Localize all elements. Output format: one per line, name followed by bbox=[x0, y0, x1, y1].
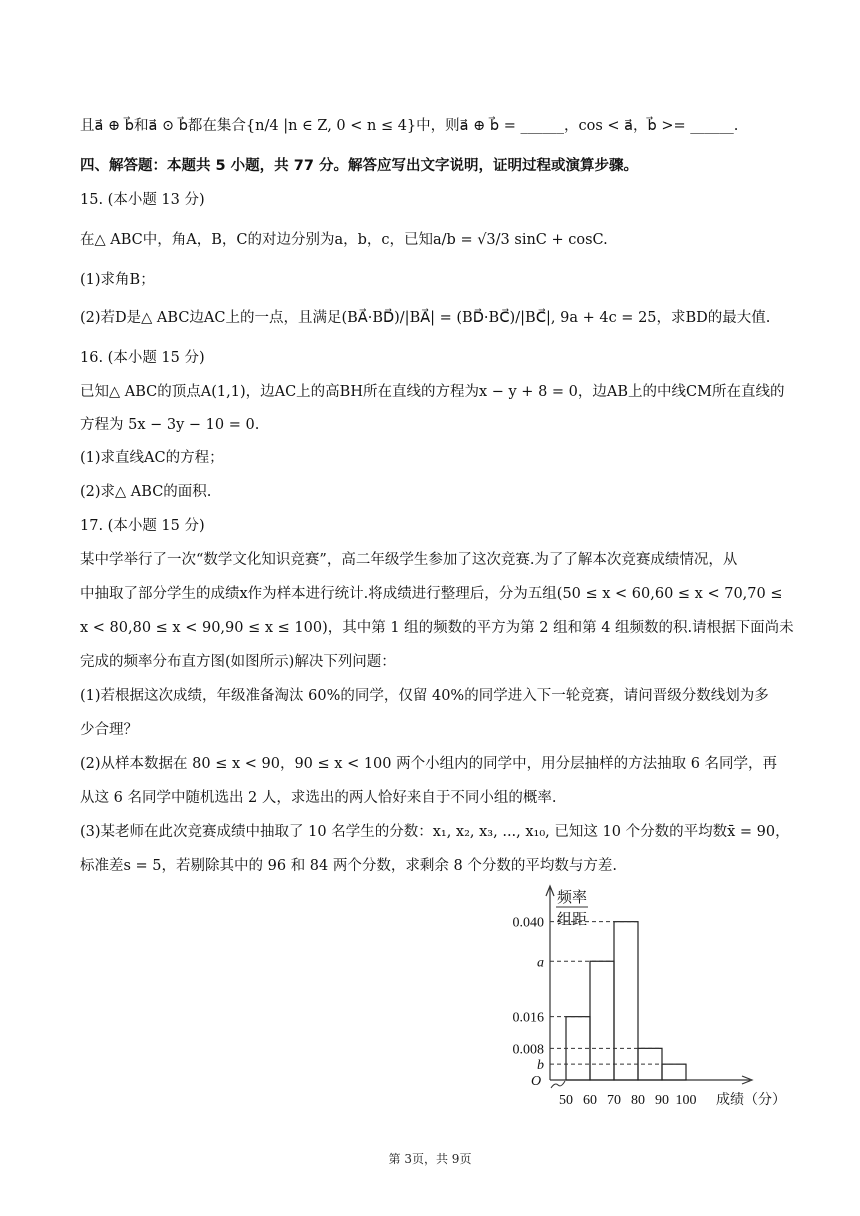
section-heading: 四、解答题：本题共 5 小题，共 77 分。解答应写出文字说明，证明过程或演算步骤。 bbox=[80, 158, 638, 174]
y-tick-label: 0.008 bbox=[512, 1042, 544, 1058]
axis-break bbox=[551, 1081, 565, 1088]
q16-part1: (1)求直线AC的方程； bbox=[80, 450, 224, 466]
q16-stem-1: 已知△ ABC的顶点A(1,1)，边AC上的高BH所在直线的方程为x − y + 8 = 0，边AB上的中线CM所在直线的 bbox=[80, 384, 785, 400]
q17-stem-4: 完成的频率分布直方图(如图所示)解决下列问题： bbox=[80, 654, 396, 670]
q17-part2-b: 从这 6 名同学中随机选出 2 人，求选出的两人恰好来自于不同小组的概率. bbox=[80, 790, 557, 806]
origin-label: O bbox=[530, 1074, 542, 1089]
q17-part3-a: (3)某老师在此次竞赛成绩中抽取了 10 名学生的分数：x₁, x₂, x₃, ..., x₁₀, 已知这 10 个分数的平均数x̄ = 90， bbox=[80, 824, 790, 840]
q15-stem: 在△ ABC中，角A，B，C的对边分别为a，b，c，已知a/b = √3/3 sinC + cosC. bbox=[80, 232, 608, 248]
q15-part2: (2)若D是△ ABC边AC上的一点，且满足(BA⃗·BD⃗)/|BA⃗| = (BD⃗·BC⃗)/|BC⃗|, 9a + 4c = 25，求BD的最大值. bbox=[80, 310, 771, 326]
histogram-bar bbox=[590, 961, 614, 1080]
page-footer: 第 3页，共 9页 bbox=[388, 1152, 472, 1166]
x-tick-label: 90 bbox=[655, 1093, 669, 1108]
q17-part3-b: 标准差s = 5，若剔除其中的 96 和 84 两个分数，求剩余 8 个分数的平均数与方差. bbox=[80, 858, 617, 874]
histogram-bar bbox=[614, 922, 638, 1080]
q17-part1-b: 少合理？ bbox=[80, 722, 138, 738]
y-tick-label: 0.040 bbox=[512, 915, 544, 931]
q17-stem-3: x < 80,80 ≤ x < 90,90 ≤ x ≤ 100)，其中第 1 组的频数的平方为第 2 组和第 4 组频数的积.请根据下面尚未 bbox=[80, 620, 794, 636]
y-tick-label: 0.016 bbox=[512, 1010, 544, 1026]
q16-part2: (2)求△ ABC的面积. bbox=[80, 484, 212, 500]
q17-header: 17. (本小题 15 分) bbox=[80, 518, 205, 534]
y-label-bottom: 组距 bbox=[556, 912, 588, 928]
x-tick-label: 80 bbox=[631, 1093, 645, 1108]
question-14-tail: 且a⃗ ⊕ b⃗和a⃗ ⊙ b⃗都在集合{n/4 |n ∈ Z, 0 < n ≤ 4}中，则a⃗ ⊕ b⃗ = ______，cos < a⃗，b⃗ >= ______. bbox=[80, 118, 739, 134]
q15-part1: (1)求角B； bbox=[80, 272, 155, 288]
x-tick-label: 50 bbox=[559, 1093, 573, 1108]
q17-part1-a: (1)若根据这次成绩，年级准备淘汰 60%的同学，仅留 40%的同学进入下一轮竞赛，请问晋级分数线划为多 bbox=[80, 688, 769, 704]
x-tick-label: 100 bbox=[675, 1093, 697, 1108]
q16-header: 16. (本小题 15 分) bbox=[80, 350, 205, 366]
q17-stem-2: 中抽取了部分学生的成绩x作为样本进行统计.将成绩进行整理后，分为五组(50 ≤ x < 60,60 ≤ x < 70,70 ≤ bbox=[80, 586, 783, 602]
q15-header: 15. (本小题 13 分) bbox=[80, 192, 205, 208]
x-tick-label: 60 bbox=[583, 1093, 597, 1108]
q17-part2-a: (2)从样本数据在 80 ≤ x < 90，90 ≤ x < 100 两个小组内的同学中，用分层抽样的方法抽取 6 名同学，再 bbox=[80, 756, 778, 772]
y-label-top: 频率 bbox=[556, 890, 588, 906]
histogram-bar bbox=[662, 1064, 686, 1080]
y-tick-label: a bbox=[537, 955, 544, 971]
frequency-histogram bbox=[490, 880, 800, 1110]
q16-stem-2: 方程为 5x − 3y − 10 = 0. bbox=[80, 417, 260, 433]
q17-stem-1: 某中学举行了一次“数学文化知识竞赛”，高二年级学生参加了这次竞赛.为了了解本次竞赛成绩情况，从 bbox=[80, 552, 738, 568]
x-axis-title: 成绩（分） bbox=[716, 1093, 786, 1108]
y-tick-label: b bbox=[537, 1058, 544, 1074]
x-tick-label: 70 bbox=[607, 1093, 621, 1108]
